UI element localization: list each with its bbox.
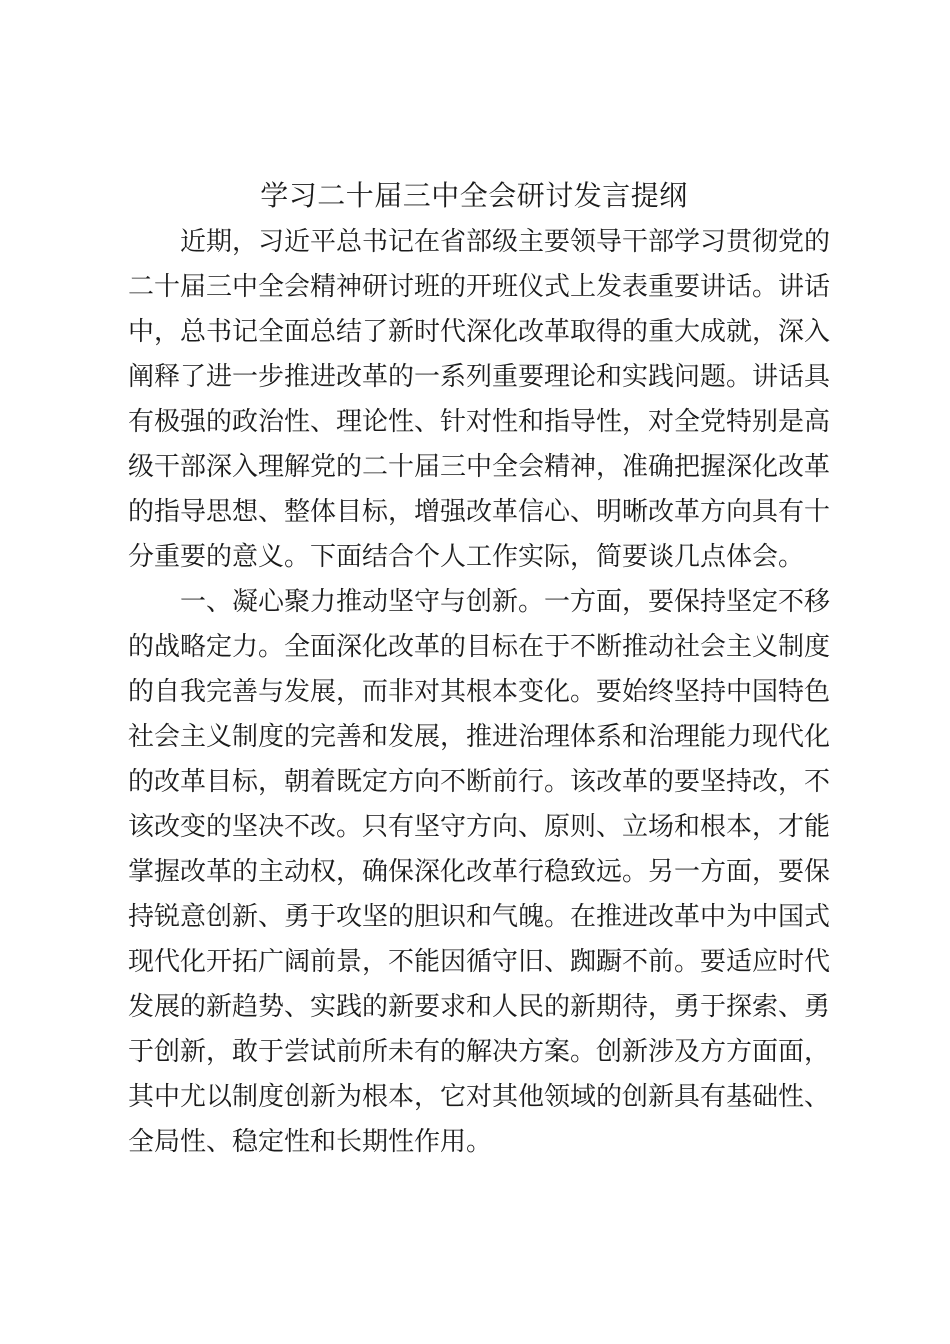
paragraph-2-line-12: 其中尤以制度创新为根本，它对其他领域的创新具有基础性、 xyxy=(128,1082,831,1112)
paragraph-2-line-5: 的改革目标，朝着既定方向不断前行。该改革的要坚持改，不 xyxy=(128,767,831,797)
paragraph-2-line-9: 现代化开拓广阔前景，不能因循守旧、踟蹰不前。要适应时代 xyxy=(128,947,831,977)
paragraph-1-line-8: 分重要的意义。下面结合个人工作实际，简要谈几点体会。 xyxy=(128,542,805,572)
paragraph-1-line-6: 级干部深入理解党的二十届三中全会精神，准确把握深化改革 xyxy=(128,452,831,482)
paragraph-1-line-2: 二十届三中全会精神研讨班的开班仪式上发表重要讲话。讲话 xyxy=(128,272,831,302)
paragraph-2-line-13: 全局性、稳定性和长期性作用。 xyxy=(128,1127,493,1157)
paragraph-1-line-7: 的指导思想、整体目标，增强改革信心、明晰改革方向具有十 xyxy=(128,497,831,527)
document-title: 学习二十届三中全会研讨发言提纲 xyxy=(260,179,688,212)
paragraph-1-line-3: 中，总书记全面总结了新时代深化改革取得的重大成就，深入 xyxy=(128,317,831,347)
paragraph-1-line-1: 近期，习近平总书记在省部级主要领导干部学习贯彻党的 xyxy=(180,227,831,257)
paragraph-2-line-11: 于创新，敢于尝试前所未有的解决方案。创新涉及方方面面， xyxy=(128,1037,831,1067)
paragraph-2-line-6: 该改变的坚决不改。只有坚守方向、原则、立场和根本，才能 xyxy=(128,812,831,842)
paragraph-2-line-1: 一、凝心聚力推动坚守与创新。一方面，要保持坚定不移 xyxy=(180,587,831,617)
paragraph-1-line-4: 阐释了进一步推进改革的一系列重要理论和实践问题。讲话具 xyxy=(128,362,831,392)
paragraph-2-line-10: 发展的新趋势、实践的新要求和人民的新期待，勇于探索、勇 xyxy=(128,992,831,1022)
paragraph-2-line-4: 社会主义制度的完善和发展，推进治理体系和治理能力现代化 xyxy=(128,722,831,752)
paragraph-2-line-8: 持锐意创新、勇于攻坚的胆识和气魄。在推进改革中为中国式 xyxy=(128,902,831,932)
paragraph-2-line-7: 掌握改革的主动权，确保深化改革行稳致远。另一方面，要保 xyxy=(128,857,831,887)
paragraph-2-line-2: 的战略定力。全面深化改革的目标在于不断推动社会主义制度 xyxy=(128,632,831,662)
paragraph-1-line-5: 有极强的政治性、理论性、针对性和指导性，对全党特别是高 xyxy=(128,407,831,437)
paragraph-2-line-3: 的自我完善与发展，而非对其根本变化。要始终坚持中国特色 xyxy=(128,677,831,707)
